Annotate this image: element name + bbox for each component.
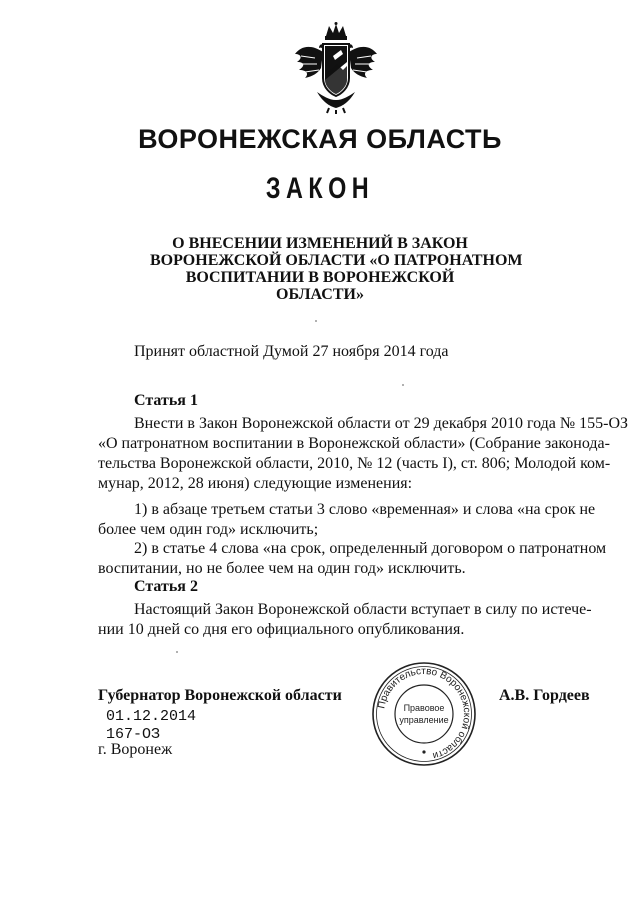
law-title-line: ОБЛАСТИ» bbox=[276, 286, 364, 303]
text-line: более чем один год» исключить; bbox=[98, 521, 319, 538]
law-number: 167-ОЗ bbox=[106, 726, 161, 743]
article-1-heading: Статья 1 bbox=[134, 392, 198, 409]
scan-speck bbox=[402, 384, 404, 386]
article-2-heading: Статья 2 bbox=[134, 578, 198, 595]
law-title-line: ВОСПИТАНИИ В ВОРОНЕЖСКОЙ bbox=[185, 269, 455, 286]
article-1-item-2 bbox=[98, 539, 607, 579]
law-title bbox=[150, 235, 523, 303]
article-2-text bbox=[98, 600, 592, 640]
text-line: 2) в статье 4 слова «на срок, определенный договором о патронатном bbox=[134, 540, 607, 557]
text-line: мунар, 2012, 28 июня) следующие изменения: bbox=[98, 475, 413, 492]
article-1-item-1 bbox=[98, 500, 596, 540]
adoption-note: Принят областной Думой 27 ноября 2014 года bbox=[134, 343, 449, 360]
article-1-intro bbox=[98, 414, 629, 494]
stamp-center-line-1: Правовое bbox=[403, 703, 445, 713]
text-line: «О патронатном воспитании в Воронежской области» (Собрание законода- bbox=[98, 435, 610, 452]
official-stamp-icon bbox=[370, 660, 478, 768]
text-line: Настоящий Закон Воронежской области вступает в силу по истече- bbox=[134, 601, 592, 618]
text-line: Внести в Закон Воронежской области от 29 декабря 2010 года № 155-ОЗ bbox=[134, 415, 629, 432]
scan-speck bbox=[315, 320, 317, 322]
text-line: нии 10 дней со дня его официального опубликования. bbox=[98, 621, 465, 638]
document-type: ЗАКОН bbox=[265, 172, 375, 205]
signatory-name: А.В. Гордеев bbox=[499, 687, 590, 704]
signatory-position: Губернатор Воронежской области bbox=[98, 687, 342, 704]
signing-date: 01.12.2014 bbox=[106, 708, 197, 725]
text-line: воспитании, но не более чем на один год» исключить. bbox=[98, 560, 466, 577]
signing-city: г. Воронеж bbox=[98, 741, 173, 758]
coat-of-arms-icon bbox=[293, 22, 379, 114]
region-name: ВОРОНЕЖСКАЯ ОБЛАСТЬ bbox=[138, 124, 502, 154]
law-title-line: ВОРОНЕЖСКОЙ ОБЛАСТИ «О ПАТРОНАТНОМ bbox=[150, 252, 523, 269]
law-title-line: О ВНЕСЕНИИ ИЗМЕНЕНИЙ В ЗАКОН bbox=[172, 235, 468, 252]
stamp-center-line-2: управление bbox=[399, 715, 449, 725]
scan-speck bbox=[176, 651, 178, 653]
svg-text:Правительство Воронежской обла bbox=[376, 666, 472, 761]
stamp-ring-text: Правительство Воронежской области bbox=[376, 665, 473, 761]
text-line: тельства Воронежской области, 2010, № 12 (часть I), ст. 806; Молодой ком- bbox=[98, 455, 611, 472]
text-line: 1) в абзаце третьем статьи 3 слово «временная» и слова «на срок не bbox=[134, 501, 596, 518]
